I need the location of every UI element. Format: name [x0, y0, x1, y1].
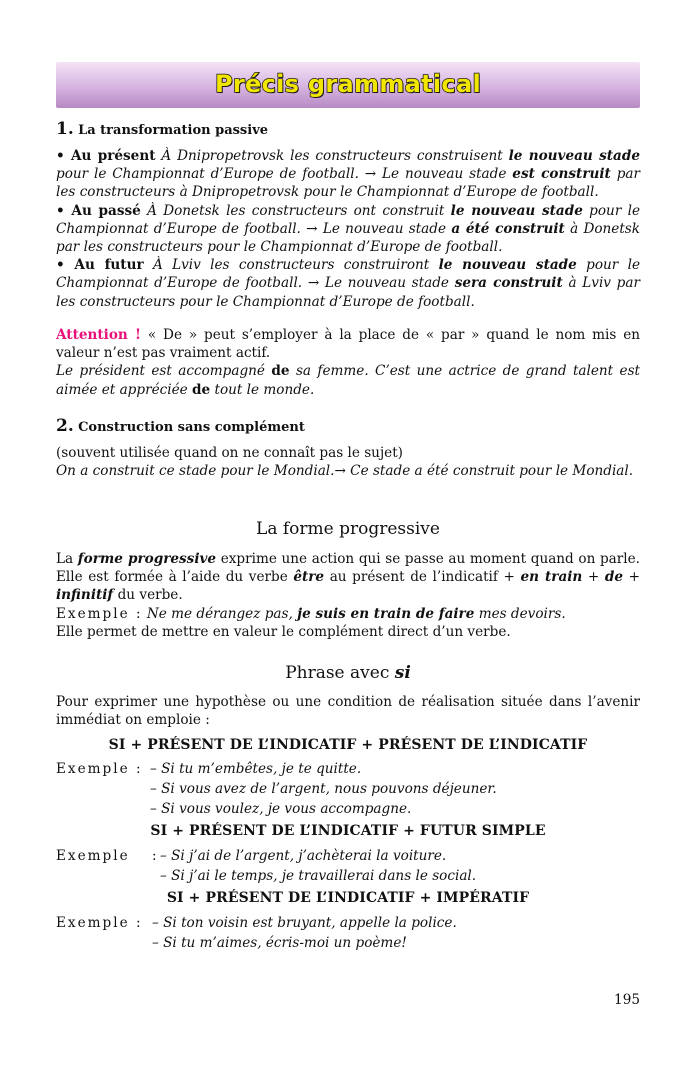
f2-example-colon: :	[152, 848, 157, 864]
f2-example-label: Exemple	[56, 848, 130, 864]
attention-block: Attention ! « De » peut s’employer à la place de « par » quand le nom mis en valeur n’est pas vraiment actif. Le président est accompagné de sa femme. C’est une actrice de grand talent est aimée et appréciée de tout le monde.	[56, 327, 641, 398]
f1-example-3: – Si vous voulez, je vous accompagne.	[150, 801, 412, 817]
f3-example-2: – Si tu m’aimes, écris-moi un poème!	[152, 935, 407, 951]
f1-example-label: Exemple :	[56, 761, 143, 777]
header-banner	[56, 62, 640, 108]
section1-body	[56, 147, 640, 311]
section2-body: (souvent utilisée quand on ne connaît pas le sujet) On a construit ce stade pour le Mondial.→ Ce stade a été construit pour le Mondial.	[56, 445, 634, 480]
formula-1: SI + PRÉSENT DE L’INDICATIF + PRÉSENT DE L’INDICATIF	[108, 737, 588, 753]
progressive-heading: La forme progressive	[256, 519, 440, 539]
formula-2: SI + PRÉSENT DE L’INDICATIF + FUTUR SIMPLE	[150, 823, 546, 839]
si-intro: Pour exprimer une hypothèse ou une condition de réalisation située dans l’avenir immédiat on emploie :	[56, 694, 640, 729]
section1-heading: 1. La transformation passive	[56, 119, 269, 139]
attention-label: Attention !	[56, 327, 142, 343]
f1-example-1: – Si tu m’embêtes, je te quitte.	[150, 761, 362, 777]
passive-present: • Au présent À Dnipropetrovsk les constructeurs construisent le nouveau stade pour le Championnat d’Europe de football. → Le nouveau stade est construit par les constructeurs à Dnipropetrovsk pour le Championnat d’Europe de football.	[56, 148, 640, 201]
passive-futur: • Au futur À Lviv les constructeurs construiront le nouveau stade pour le Championnat d’Europe de football. → Le nouveau stade sera construit à Lviv par les constructeurs pour le Championnat d’Europe de football.	[56, 257, 641, 310]
f3-example-label: Exemple :	[56, 915, 143, 931]
page-title: Précis grammatical	[215, 70, 481, 98]
f2-example-1: – Si j’ai de l’argent, j’achèterai la voiture.	[160, 848, 447, 864]
f3-example-1: – Si ton voisin est bruyant, appelle la police.	[152, 915, 457, 931]
passive-passe: • Au passé À Donetsk les constructeurs ont construit le nouveau stade pour le Championnat d’Europe de football. → Le nouveau stade a été construit à Donetsk par les constructeurs pour le Championnat d’Europe de football.	[56, 202, 641, 256]
progressive-body: La forme progressive exprime une action qui se passe au moment quand on parle. Elle est formée à l’aide du verbe être au présent de l’indicatif + en train + de + infinitif du verbe. Exemple : Ne me dérangez pas, je suis en train de faire mes devoirs. Elle permet de mettre en valeur le complément direct d’un verbe.	[56, 551, 641, 640]
page-number: 195	[614, 992, 640, 1008]
f1-example-2: – Si vous avez de l’argent, nous pouvons déjeuner.	[150, 781, 497, 797]
formula-3: SI + PRÉSENT DE L’INDICATIF + IMPÉRATIF	[166, 890, 530, 906]
section2-heading: 2. Construction sans complément	[56, 416, 305, 436]
si-heading: Phrase avec si	[285, 663, 411, 683]
f2-example-2: – Si j’ai le temps, je travaillerai dans le social.	[160, 868, 477, 884]
